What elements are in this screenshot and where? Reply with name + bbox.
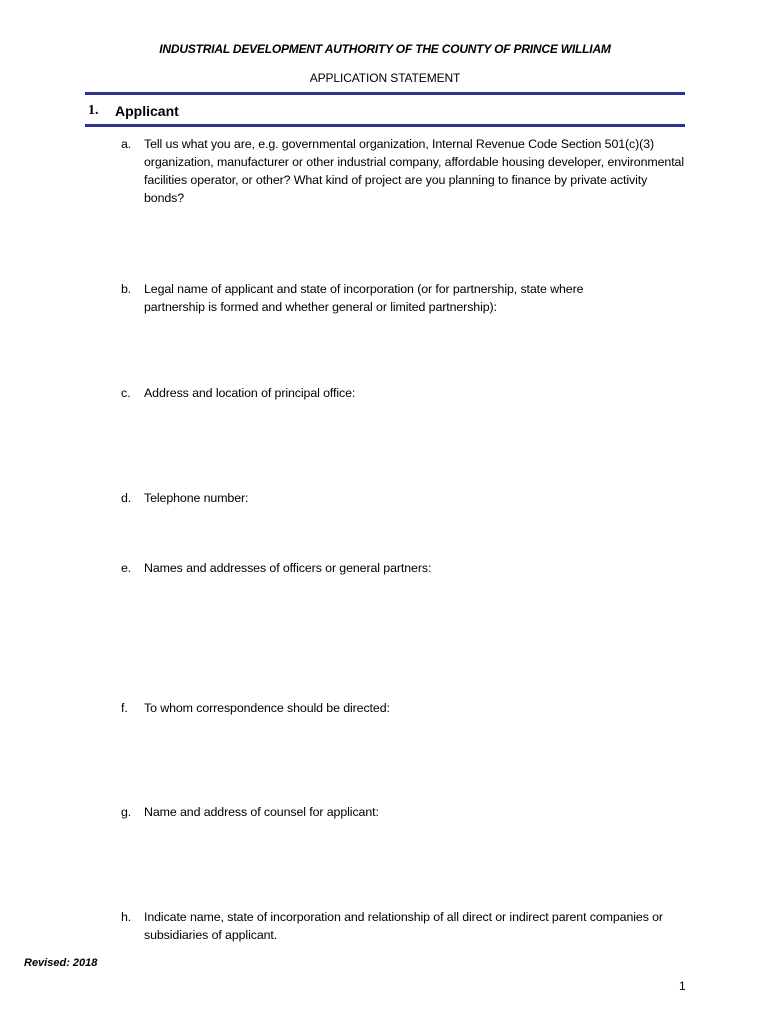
item-text: Tell us what you are, e.g. governmental organization, Internal Revenue Code Section 501(c)(3) organization, manufacturer or other industrial company, affordable housing developer, environmental facilities operator, or other? What kind of project are you planning to finance by private activity bonds? <box>144 137 684 205</box>
section-top-rule <box>85 92 685 95</box>
question-item-f <box>121 699 686 717</box>
item-text: Names and addresses of officers or general partners: <box>144 561 432 575</box>
item-letter: b. <box>121 282 132 296</box>
item-letter: a. <box>121 137 132 151</box>
item-letter: d. <box>121 491 132 505</box>
section-title: Applicant <box>115 103 179 119</box>
item-letter: f. <box>121 701 128 715</box>
item-text: Name and address of counsel for applicant: <box>144 805 379 819</box>
question-item-e <box>121 559 686 577</box>
item-letter: g. <box>121 805 132 819</box>
question-item-d <box>121 489 686 507</box>
question-item-h <box>121 908 686 944</box>
item-text: To whom correspondence should be directed: <box>144 701 390 715</box>
question-item-c <box>121 384 686 402</box>
document-title: INDUSTRIAL DEVELOPMENT AUTHORITY OF THE COUNTY OF PRINCE WILLIAM <box>159 42 611 56</box>
item-letter: e. <box>121 561 132 575</box>
item-text: Indicate name, state of incorporation and relationship of all direct or indirect parent companies or subsidiaries of applicant. <box>144 910 663 942</box>
revised-note: Revised: 2018 <box>24 957 98 969</box>
section-number: 1. <box>88 103 99 118</box>
item-text: Address and location of principal office: <box>144 386 356 400</box>
document-subtitle: APPLICATION STATEMENT <box>309 71 461 85</box>
item-text: Telephone number: <box>144 491 249 505</box>
item-letter: c. <box>121 386 131 400</box>
question-item-b <box>121 280 686 316</box>
question-item-a <box>121 135 686 207</box>
item-text: Legal name of applicant and state of incorporation (or for partnership, state where partnership is formed and whether general or limited partnership): <box>144 282 584 314</box>
page-number: 1 <box>679 979 686 993</box>
item-letter: h. <box>121 910 132 924</box>
question-item-g <box>121 803 686 821</box>
section-bottom-rule <box>85 124 685 127</box>
